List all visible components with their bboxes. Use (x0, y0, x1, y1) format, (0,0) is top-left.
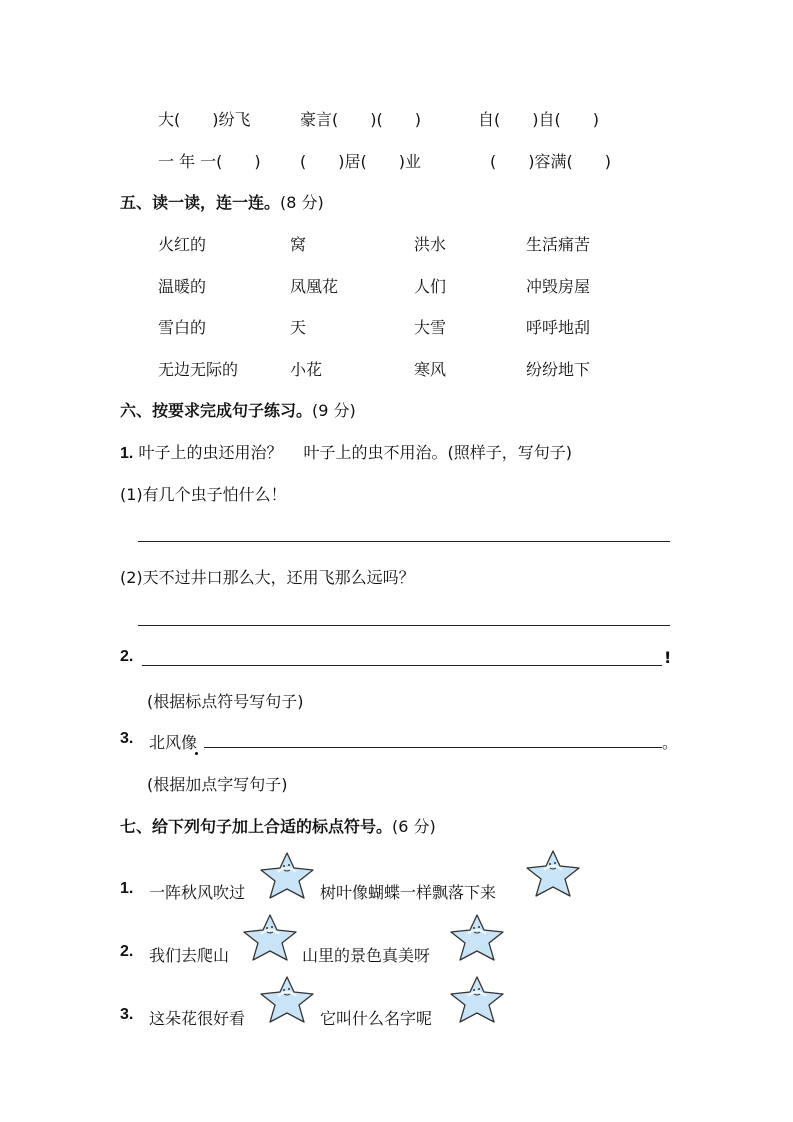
match-col4-row1: 生活痛苦 (526, 235, 591, 254)
star-blank-icon[interactable] (448, 912, 506, 962)
match-col4-row4: 纷纷地下 (526, 360, 591, 379)
s7-item-3-part2: 它叫什么名字呢 (320, 1009, 433, 1028)
match-col3-row1: 洪水 (414, 235, 447, 254)
idiom-1: 大( )纷飞 (158, 110, 251, 129)
section-6-title: 六、按要求完成句子练习。 (120, 401, 313, 420)
idiom-3: 自( )自( ) (478, 110, 599, 129)
q1-sub-b: (2)天不过井口那么大，还用飞那么远吗？ (120, 568, 415, 587)
match-col2-row4: 小花 (290, 360, 323, 379)
idiom-6: ( )容满( ) (490, 152, 611, 171)
match-col1-row2: 温暖的 (158, 277, 207, 296)
answer-line-1b[interactable] (138, 625, 670, 626)
q2-note: (根据标点符号写句子) (147, 692, 304, 711)
section-5-title: 五、读一读，连一连。 (120, 193, 281, 212)
s7-item-3-part1: 这朵花很好看 (149, 1009, 246, 1028)
s7-item-2-part2: 山里的景色真美呀 (302, 946, 431, 965)
q1-sub-a: (1)有几个虫子怕什么！ (120, 485, 287, 504)
match-col1-row3: 雪白的 (158, 318, 207, 337)
star-blank-icon[interactable] (258, 850, 316, 900)
s7-item-2-number: 2. (120, 943, 134, 960)
match-col2-row1: 窝 (290, 235, 307, 254)
match-col3-row2: 人们 (414, 277, 447, 296)
section-6-heading (120, 398, 356, 421)
section-5-heading (120, 190, 324, 213)
idiom-5: ( )居( )业 (300, 152, 421, 171)
section-5-score: (8 分) (280, 193, 324, 212)
section-7-title: 七、给下列句子加上合适的标点符号。 (120, 817, 393, 836)
s7-item-1-part1: 一阵秋风吹过 (149, 883, 246, 902)
match-col1-row1: 火红的 (158, 235, 207, 254)
match-col4-row3: 呼呼地刮 (526, 318, 591, 337)
section-7-score: (6 分) (392, 817, 436, 836)
emphasis-dot (195, 752, 198, 755)
s7-item-3-number: 3. (120, 1006, 134, 1023)
answer-line-3[interactable] (204, 747, 662, 748)
q3-end-mark: 。 (662, 733, 679, 752)
match-col2-row2: 凤凰花 (290, 277, 339, 296)
q2-number: 2. (120, 648, 134, 665)
q1-text: 叶子上的虫还用治？ 叶子上的虫不用治。(照样子，写句子) (138, 443, 573, 462)
section-6-score: (9 分) (312, 401, 356, 420)
q1-number: 1. (120, 445, 134, 462)
star-blank-icon[interactable] (524, 848, 582, 898)
s7-item-1-number: 1. (120, 880, 134, 897)
answer-line-2[interactable] (142, 665, 662, 666)
s7-item-2-part1: 我们去爬山 (149, 946, 230, 965)
match-col1-row4: 无边无际的 (158, 360, 239, 379)
q2-end-mark: ! (664, 648, 672, 667)
q3-number: 3. (120, 730, 134, 747)
match-col2-row3: 天 (290, 318, 307, 337)
match-col4-row2: 冲毁房屋 (526, 277, 591, 296)
star-blank-icon[interactable] (241, 912, 299, 962)
star-blank-icon[interactable] (258, 974, 316, 1024)
idiom-2: 豪言( )( ) (300, 110, 421, 129)
section-7-heading (120, 814, 436, 837)
q3-text: 北风像 (149, 733, 198, 752)
q3-note: (根据加点字写句子) (147, 775, 288, 794)
idiom-4: 一 年 一( ) (158, 152, 261, 171)
match-col3-row4: 寒风 (414, 360, 447, 379)
answer-line-1a[interactable] (138, 541, 670, 542)
s7-item-1-part2: 树叶像蝴蝶一样飘落下来 (320, 883, 497, 902)
q1-line (120, 440, 572, 463)
match-col3-row3: 大雪 (414, 318, 447, 337)
star-blank-icon[interactable] (448, 974, 506, 1024)
